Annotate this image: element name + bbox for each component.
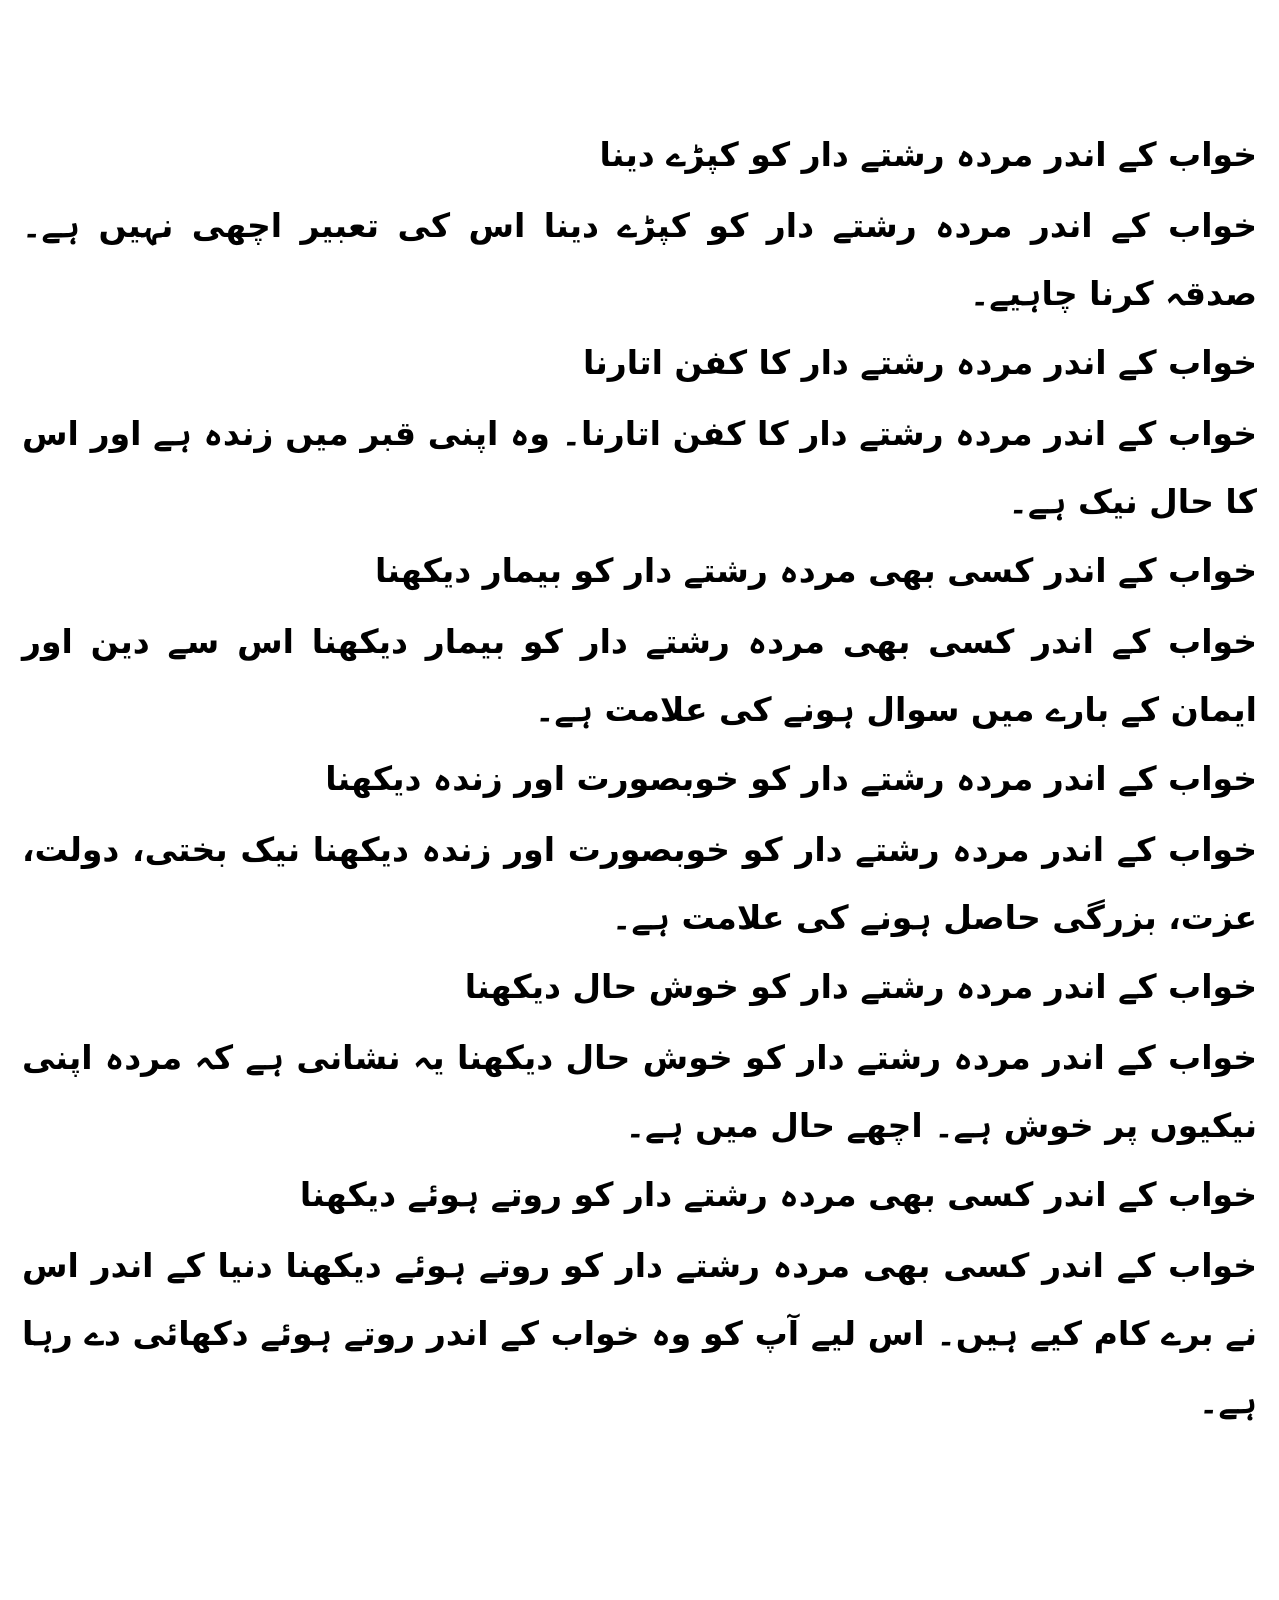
entry-body: خواب کے اندر مردہ رشتے دار کو کپڑے دینا اس کی تعبیر اچھی نہیں ہے۔ صدقہ کرنا چاہیے۔ (22, 206, 1257, 313)
entry-body: خواب کے اندر مردہ رشتے دار کا کفن اتارنا۔ وہ اپنی قبر میں زندہ ہے اور اس کا حال نیک ہے۔ (22, 414, 1257, 521)
entry-body: خواب کے اندر مردہ رشتے دار کو خوبصورت اور زندہ دیکھنا نیک بختی، دولت، عزت، بزرگی حاصل ہونے کی علامت ہے۔ (22, 830, 1257, 937)
entry-heading: خواب کے اندر کسی بھی مردہ رشتے دار کو بیمار دیکھنا (375, 551, 1257, 590)
entry-beautiful-alive (22, 756, 1257, 952)
entry-heading: خواب کے اندر مردہ رشتے دار کو خوش حال دیکھنا (464, 967, 1257, 1006)
entry-body: خواب کے اندر کسی بھی مردہ رشتے دار کو بیمار دیکھنا اس سے دین اور ایمان کے بارے میں سوال ہونے کی علامت ہے۔ (22, 622, 1257, 729)
entry-crying (22, 1172, 1257, 1436)
entry-shroud (22, 340, 1257, 536)
entry-heading: خواب کے اندر کسی بھی مردہ رشتے دار کو روتے ہوئے دیکھنا (299, 1175, 1257, 1214)
entry-heading: خواب کے اندر مردہ رشتے دار کو خوبصورت اور زندہ دیکھنا (325, 759, 1257, 798)
entry-heading: خواب کے اندر مردہ رشتے دار کا کفن اتارنا (583, 343, 1257, 382)
entry-prosperous (22, 964, 1257, 1160)
entry-body: خواب کے اندر کسی بھی مردہ رشتے دار کو روتے ہوئے دیکھنا دنیا کے اندر اس نے برے کام کیے ہیں۔ اس لیے آپ کو وہ خواب کے اندر روتے ہوئے دکھائی دے رہا ہے۔ (22, 1246, 1257, 1421)
entry-clothes (22, 132, 1257, 328)
entry-body: خواب کے اندر مردہ رشتے دار کو خوش حال دیکھنا یہ نشانی ہے کہ مردہ اپنی نیکیوں پر خوش ہے۔ اچھے حال میں ہے۔ (22, 1038, 1257, 1145)
entry-heading: خواب کے اندر مردہ رشتے دار کو کپڑے دینا (599, 135, 1257, 174)
entry-sick (22, 548, 1257, 744)
